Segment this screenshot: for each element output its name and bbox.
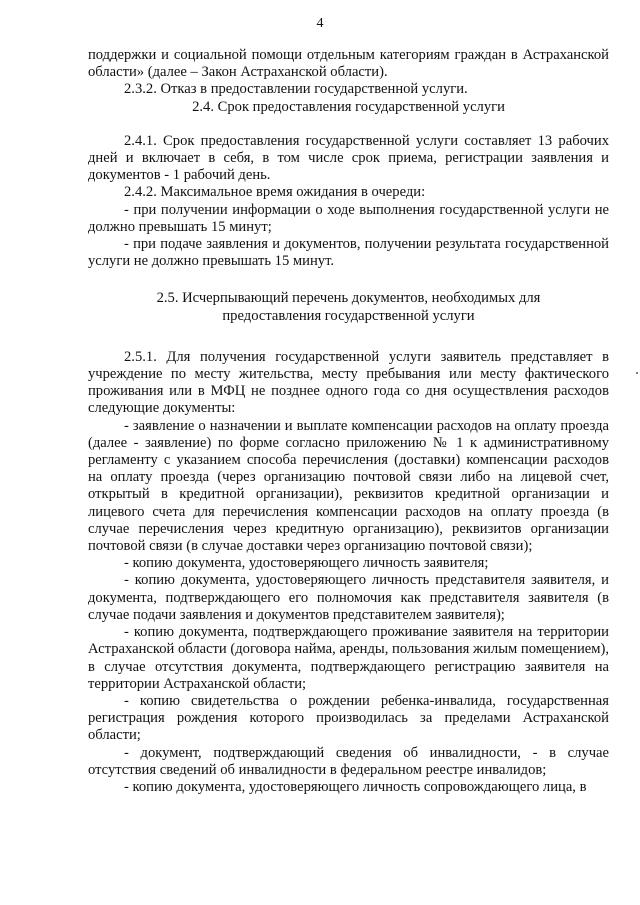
list-item-applicant-id: - копию документа, удостоверяющего личность заявителя; (124, 555, 489, 572)
paragraph-2-4-1: 2.4.1. Срок предоставления государственной услуги составляет 13 рабочих дней и включает в себя, в том числе срок приема, регистрации заявления и документов - 1 рабочий день. (88, 132, 609, 184)
paragraph-2-3-2: 2.3.2. Отказ в предоставлении государственной услуги. (124, 81, 468, 98)
paragraph-2-4-2: 2.4.2. Максимальное время ожидания в очереди: (124, 184, 426, 201)
list-item-birth-certificate: - копию свидетельства о рождении ребенка-инвалида, государственная регистрация рождения которого производилась за пределами Астраханской области; (88, 692, 609, 744)
list-item-representative-id: - копию документа, удостоверяющего личность представителя заявителя, и документа, подтверждающего его полномочия как представителя заявителя (в случае подачи заявления и документов представителем заявителя); (88, 572, 609, 623)
section-heading-2-5-line2: предоставления государственной услуги (222, 307, 475, 324)
paragraph-2-5-1: 2.5.1. Для получения государственной услуги заявитель представляет в учреждение по месту жительства, месту пребывания или месту фактического проживания или в МФЦ не позднее одного года со дня осуществления расходов следующие документы: (88, 348, 609, 417)
document-body (88, 47, 609, 796)
intro-paragraph-continuation: поддержки и социальной помощи отдельным категориям граждан в Астраханской области» (далее – Закон Астраханской области). (88, 47, 609, 81)
list-item-disability-document: - документ, подтверждающий сведения об инвалидности, - в случае отсутствия сведений об инвалидности в федеральном реестре инвалидов; (88, 744, 609, 778)
list-item-residence-proof: - копию документа, подтверждающего проживание заявителя на территории Астраханской области (договора найма, аренды, пользования жилым помещением), в случае отсутствия документа, подтверждающего регистрацию заявителя на территории Астраханской области; (88, 624, 609, 692)
list-item-submission-wait: - при подаче заявления и документов, получении результата государственной услуги не должно превышать 15 минут. (88, 236, 609, 270)
list-item-application: - заявление о назначении и выплате компенсации расходов на оплату проезда (далее - заявление) по форме согласно приложению № 1 к административному регламенту с указанием способа перечисления (доставки) компенсации расходов на оплату проезда (через организацию почтовой связи либо на лицевой счет, открытый в кредитной организации), реквизитов кредитной организации и лицевого счета для перечисления компенсации расходов на оплату проезда (в случае перечисления через кредитную организацию), реквизитов организации почтовой связи (в случае доставки через организацию почтовой связи); (88, 417, 609, 555)
list-item-escort-id: - копию документа, удостоверяющего личность сопровождающего лица, в (124, 778, 587, 795)
section-heading-2-4: 2.4. Срок предоставления государственной услуги (192, 98, 505, 115)
scan-speck (636, 372, 638, 374)
list-item-info-wait: - при получении информации о ходе выполнения государственной услуги не должно превышать 15 минут; (88, 201, 609, 235)
section-heading-2-5 (88, 290, 609, 324)
section-heading-2-5-line1: 2.5. Исчерпывающий перечень документов, необходимых для (156, 290, 541, 307)
page-number: 4 (316, 16, 324, 31)
